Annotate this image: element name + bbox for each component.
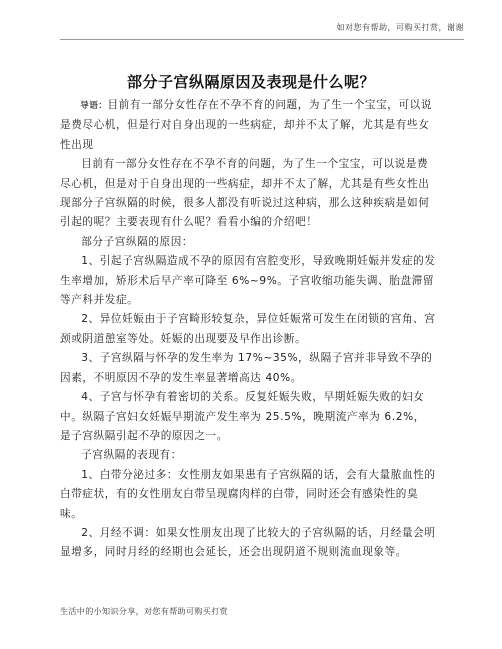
- symptom-item-2: 2、月经不调：如果女性朋友出现了比较大的子宫纵隔的话，月经量会明显增多，同时月经的经期也会延长，还会出现阴道不规则流血现象等。: [60, 526, 436, 559]
- intro-paragraph: 目前有一部分女性存在不孕不育的问题，为了生一个宝宝，可以说是费尽心机，但是对于自身出现的一些病症，却并不太了解，尤其是有些女性出现部分子宫纵隔的时候，很多人都没有听说过这种病，那么这种疾病是如何引起的呢？主要表现有什么呢？看看小编的介绍吧！: [60, 158, 430, 229]
- lead-paragraph: [60, 96, 436, 155]
- cause-item-1: 1、引起子宫纵隔造成不孕的原因有宫腔变形，导致晚期妊娠并发症的发生率增加，矫形术后早产率可降至 6%~9%。子宫收缩功能失调、胎盘滞留等产科并发症。: [60, 255, 436, 307]
- cause-item-2: 2、异位妊娠由于子宫畸形较复杂，异位妊娠常可发生在闭锁的宫角、宫颈或阴道憩室等处。妊娠的出现要及早作出诊断。: [60, 313, 436, 345]
- section-heading-symptoms: 子宫纵隔的表现有：: [81, 449, 182, 462]
- document-body: [60, 96, 436, 563]
- section-heading-causes: 部分子宫纵隔的原因：: [81, 235, 194, 248]
- lead-label: 导语：: [80, 101, 108, 111]
- page-footer: 生活中的小知识分享，对您有帮助可购买打赏: [60, 607, 228, 616]
- document-title: 部分子宫纵隔原因及表现是什么呢？: [126, 73, 375, 92]
- cause-item-3: 3、子宫纵隔与怀孕的发生率为 17%~35%，纵隔子宫并非导致不孕的因素，不明原因不孕的发生率显著增高达 40%。: [60, 352, 433, 384]
- lead-text: 目前有一部分女性存在不孕不育的问题，为了生一个宝宝，可以说是费尽心机，但是行对自身出现的一些病症，却并不太了解，尤其是有些女性出现: [60, 99, 433, 151]
- symptom-item-1: 1、白带分泌过多：女性朋友如果患有子宫纵隔的话，会有大量脓血性的白带症状，有的女性朋友白带呈现腐肉样的白带，同时还会有感染性的臭味。: [60, 468, 436, 520]
- cause-item-4: 4、子宫与怀孕有着密切的关系。反复妊娠失败，早期妊娠失败的妇女中。纵隔子宫妇女妊娠早期流产发生率为 25.5%，晚期流产率为 6.2%，是子宫纵隔引起不孕的原因之一。: [60, 391, 425, 442]
- page-header: 如对您有帮助，可购买打赏，谢谢: [336, 23, 464, 32]
- header-divider: [60, 39, 464, 40]
